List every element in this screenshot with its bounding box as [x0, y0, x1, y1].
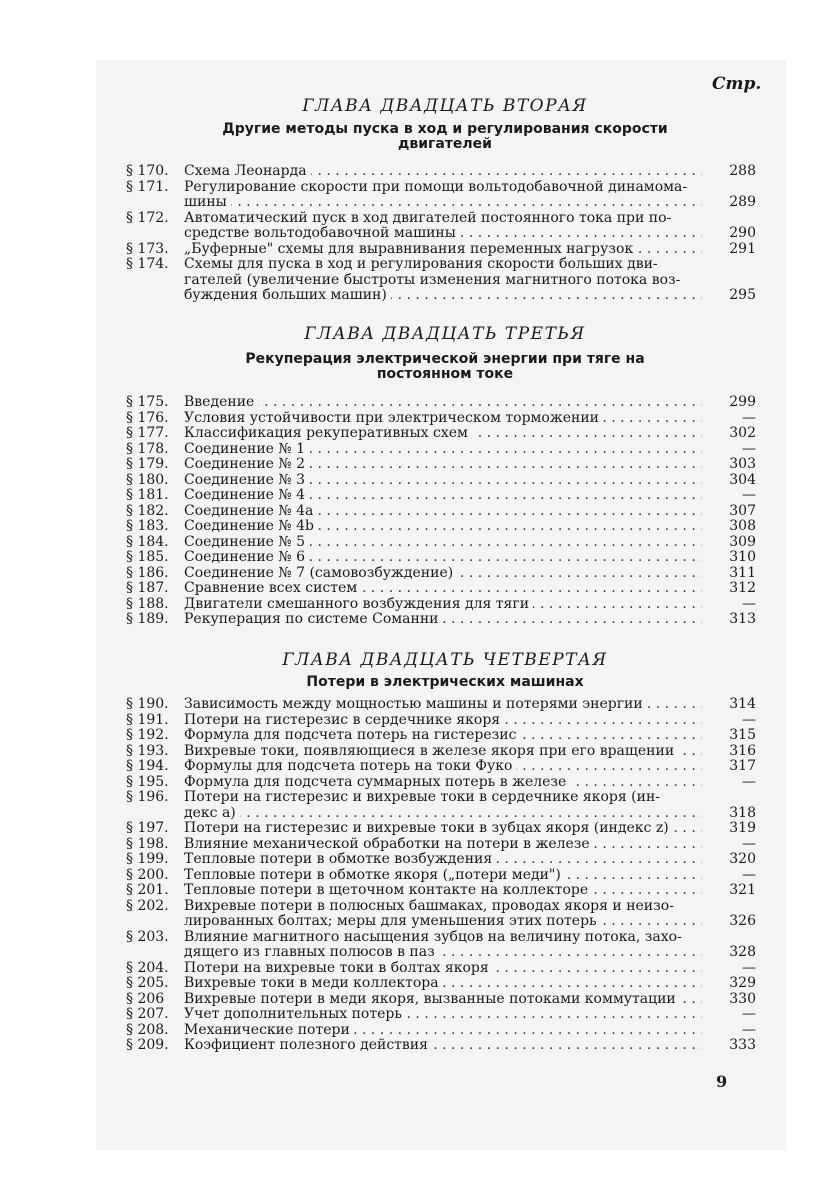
entry-page-number: 310 [729, 549, 756, 565]
entry-title-line: Классификация рекуперативных схем [184, 426, 472, 441]
entry-title-line: Зависимость между мощностью машины и потерями энергии [184, 697, 647, 712]
entry-title-line: Коэфициент полезного действия [184, 1038, 432, 1053]
entry-page-number: 303 [729, 456, 756, 472]
section-number: § 179. [126, 456, 169, 472]
entry-title-line: Соединение № 7 (самовозбуждение) [184, 566, 457, 581]
entry-page-number: 329 [729, 975, 756, 991]
entry-title-line: Соединение № 3 [184, 473, 309, 488]
section-number: § 193. [126, 742, 169, 759]
entry-title-line: Вихревые потери в полюсных башмаках, проводах якоря и неизо- [184, 898, 674, 914]
toc-entry[interactable] [126, 426, 756, 442]
chapter-title: ГЛАВА ДВАДЦАТЬ ТРЕТЬЯ [304, 324, 586, 344]
entry-title-line: Вихревые потери в меди якоря, вызванные потоками коммутации [184, 992, 680, 1007]
entry-title-line: Рекуперация по системе Соманни [184, 612, 442, 627]
entry-title-line: Введение [184, 395, 258, 410]
entry-title-line: Потери на гистерезис в сердечнике якоря [184, 713, 504, 728]
entry-title-line: Вихревые токи, появляющиеся в железе якоря при его вращении [184, 744, 678, 759]
entry-title-line: Влияние механической обработки на потери в железе [184, 837, 594, 852]
page-column-header: Стр. [712, 74, 762, 94]
entry-page-number: 317 [729, 758, 756, 774]
entry-page-number: — [742, 595, 756, 612]
entry-title-line: Тепловые потери в щеточном контакте на коллекторе [184, 883, 592, 898]
entry-page-number: — [742, 711, 756, 728]
toc-entry[interactable] [126, 164, 756, 180]
entry-page-number: 314 [729, 696, 756, 712]
section-number: § 178. [126, 440, 169, 457]
entry-page-number: — [742, 773, 756, 790]
entry-title-line: Вихревые токи в меди коллектора [184, 976, 443, 991]
toc-entry[interactable] [126, 713, 756, 729]
toc-entry[interactable] [126, 535, 756, 551]
section-number: § 201. [126, 882, 169, 898]
section-number: § 177. [126, 425, 169, 441]
toc-entry[interactable] [126, 581, 756, 597]
chapter-subtitle [130, 122, 760, 152]
section-number: § 209. [126, 1037, 169, 1053]
entry-page-number: 291 [729, 240, 756, 257]
toc-entry[interactable] [126, 1007, 756, 1023]
toc-entry[interactable] [126, 790, 756, 821]
section-number: § 198. [126, 835, 169, 852]
toc-entry[interactable] [126, 1023, 756, 1039]
entry-title-line: буждения больших машин) [184, 288, 391, 303]
entry-title-line: Соединение № 4a [184, 504, 317, 519]
toc-entry[interactable] [126, 504, 756, 520]
section-number: § 196. [126, 789, 169, 805]
section-number: § 192. [126, 727, 169, 743]
entry-page-number: — [742, 440, 756, 457]
toc-entry[interactable] [126, 457, 756, 473]
section-number: § 172. [126, 209, 169, 226]
toc-entry[interactable] [126, 961, 756, 977]
toc-entry[interactable] [126, 697, 756, 713]
toc-entry[interactable] [126, 821, 756, 837]
entry-page-number: 311 [729, 564, 756, 581]
entry-page-number: 308 [729, 518, 756, 534]
entry-page-number: 326 [729, 913, 756, 929]
entry-title-line: Соединение № 6 [184, 550, 309, 565]
toc-entry[interactable] [126, 242, 756, 258]
entry-title-line: Соединение № 1 [184, 442, 309, 457]
entry-title-line: Тепловые потери в обмотке якоря („потери меди") [184, 868, 565, 883]
toc-entry[interactable] [126, 1038, 756, 1054]
toc-entry[interactable] [126, 550, 756, 566]
entry-page-number: 299 [729, 394, 756, 410]
section-number: § 188. [126, 595, 169, 612]
entry-page-number: 309 [729, 533, 756, 550]
section-number: § 175. [126, 394, 169, 410]
entry-title-line: Схема Леонарда [184, 164, 311, 179]
entry-page-number: — [742, 959, 756, 976]
toc-entry[interactable] [126, 744, 756, 760]
section-number: § 195. [126, 773, 169, 790]
toc-entry[interactable] [126, 612, 756, 628]
chapter-subtitle [130, 352, 760, 382]
toc-entry[interactable] [126, 488, 756, 504]
entry-page-number: — [742, 866, 756, 883]
entry-title-line: Условия устойчивости при электрическом торможении [184, 411, 603, 426]
entry-page-number: 330 [729, 990, 756, 1007]
entry-title-line: Регулирование скорости при помощи вольтодобавочной динамома- [184, 179, 688, 195]
section-number: § 206 [126, 990, 165, 1007]
entry-title-line: Механические потери [184, 1023, 354, 1038]
section-number: § 186. [126, 564, 169, 581]
entry-title-line: Тепловые потери в обмотке возбуждения [184, 852, 496, 867]
entry-page-number: 304 [729, 471, 756, 488]
entry-title-line: гателей (увеличение быстроты изменения магнитного потока воз- [184, 272, 681, 288]
entry-title-line: Учет дополнительных потерь [184, 1007, 406, 1022]
section-number: § 197. [126, 820, 169, 836]
section-number: § 173. [126, 240, 169, 257]
entry-title-line: Соединение № 2 [184, 457, 309, 472]
section-number: § 185. [126, 549, 169, 565]
entry-title-line: дящего из главных полюсов в паз [184, 945, 439, 960]
section-number: § 181. [126, 487, 169, 503]
entry-title-line: Потери на вихревые токи в болтах якоря [184, 961, 493, 976]
toc-entry[interactable] [126, 257, 756, 304]
entry-page-number: 307 [729, 502, 756, 519]
entry-page-number: 290 [729, 225, 756, 241]
toc-entry[interactable] [126, 473, 756, 489]
entry-page-number: 318 [729, 804, 756, 821]
entry-title-line: Соединение № 5 [184, 535, 309, 550]
section-number: § 176. [126, 409, 169, 426]
chapter-subtitle [130, 675, 760, 690]
section-number: § 207. [126, 1006, 169, 1022]
section-number: § 187. [126, 580, 169, 596]
chapter-title: ГЛАВА ДВАДЦАТЬ ВТОРАЯ [302, 96, 588, 116]
toc-entry-list [126, 395, 756, 628]
toc-entry[interactable] [126, 976, 756, 992]
toc-entry[interactable] [126, 411, 756, 427]
toc-entry[interactable] [126, 868, 756, 884]
toc-entry[interactable] [126, 566, 756, 582]
toc-entry[interactable] [126, 759, 756, 775]
entry-title-line: Схемы для пуска в ход и регулирования скорости больших дви- [184, 257, 658, 272]
entry-page-number: 288 [729, 163, 756, 179]
entry-page-number: 289 [729, 194, 756, 210]
toc-entry[interactable] [126, 519, 756, 535]
entry-page-number: 319 [729, 820, 756, 836]
toc-entry[interactable] [126, 775, 756, 791]
entry-title-line: Формула для подсчета суммарных потерь в железе [184, 775, 570, 790]
section-number: § 182. [126, 502, 169, 519]
section-number: § 171. [126, 178, 169, 195]
toc-entry-list [126, 697, 756, 1054]
entry-title-line: Сравнение всех систем [184, 581, 361, 596]
section-number: § 170. [126, 163, 169, 179]
entry-title-line: средстве вольтодобавочной машины [184, 226, 460, 241]
entry-title-line: Формула для подсчета потерь на гистерезис [184, 728, 520, 743]
entry-page-number: 302 [729, 425, 756, 441]
toc-entry[interactable] [126, 597, 756, 613]
section-number: § 183. [126, 518, 169, 534]
chapter-subtitle-line: Потери в электрических машинах [306, 674, 584, 690]
section-number: § 180. [126, 471, 169, 488]
section-number: § 184. [126, 533, 169, 550]
section-number: § 202. [126, 897, 169, 914]
entry-page-number: 315 [729, 727, 756, 743]
entry-page-number: — [742, 1006, 756, 1022]
chapter-subtitle-line: постоянном токе [376, 366, 514, 382]
section-number: § 200. [126, 866, 169, 883]
entry-title-line: Соединение № 4b [184, 519, 318, 534]
section-number: § 189. [126, 611, 169, 627]
entry-page-number: 328 [729, 944, 756, 960]
entry-title-line: Соединение № 4 [184, 488, 309, 503]
entry-page-number: 333 [729, 1037, 756, 1053]
entry-page-number: 320 [729, 851, 756, 867]
toc-entry[interactable] [126, 852, 756, 868]
chapter-title: ГЛАВА ДВАДЦАТЬ ЧЕТВЕРТАЯ [282, 650, 608, 670]
entry-title-line: Автоматический пуск в ход двигателей постоянного тока при по- [184, 210, 672, 226]
entry-title-line: Потери на гистерезис и вихревые токи в зубцах якоря (индекс z) [184, 821, 673, 836]
entry-title-line: Двигатели смешанного возбуждения для тяги [184, 597, 533, 612]
entry-page-number: 316 [729, 742, 756, 759]
chapter-subtitle-line: Другие методы пуска в ход и регулирования скорости [222, 121, 668, 137]
entry-title-line: Формулы для подсчета потерь на токи Фуко [184, 759, 516, 774]
toc-entry[interactable] [126, 442, 756, 458]
section-number: § 199. [126, 851, 169, 867]
section-number: § 208. [126, 1021, 169, 1038]
toc-entry[interactable] [126, 899, 756, 930]
entry-title-line: декс a) [184, 806, 240, 821]
section-number: § 194. [126, 758, 169, 774]
chapter-subtitle-line: двигателей [398, 136, 492, 152]
chapter-subtitle-line: Рекуперация электрической энергии при тяге на [245, 351, 645, 367]
entry-page-number: 312 [729, 580, 756, 596]
entry-page-number: 295 [729, 287, 756, 303]
section-number: § 190. [126, 696, 169, 712]
toc-entry[interactable] [126, 883, 756, 899]
entry-title-line: шины [184, 195, 231, 210]
entry-title-line: лированных болтах; меры для уменьшения этих потерь [184, 914, 601, 929]
entry-title-line: Влияние магнитного насыщения зубцов на величину потока, захо- [184, 929, 682, 945]
toc-entry[interactable] [126, 395, 756, 411]
entry-title-line: „Буферные" схемы для выравнивания переменных нагрузок [184, 242, 637, 257]
entry-page-number: — [742, 409, 756, 426]
toc-entry[interactable] [126, 728, 756, 744]
toc-entry-list [126, 164, 756, 304]
section-number: § 204. [126, 959, 169, 976]
entry-page-number: 321 [729, 882, 756, 898]
page-number: 9 [716, 1072, 728, 1091]
section-number: § 174. [126, 256, 169, 272]
toc-entry[interactable] [126, 180, 756, 211]
entry-page-number: 313 [729, 611, 756, 627]
section-number: § 205. [126, 975, 169, 991]
toc-entry[interactable] [126, 992, 756, 1008]
entry-title-line: Потери на гистерезис и вихревые токи в сердечнике якоря (ин- [184, 790, 661, 805]
toc-entry[interactable] [126, 930, 756, 961]
entry-page-number: — [742, 1021, 756, 1038]
toc-entry[interactable] [126, 837, 756, 853]
section-number: § 191. [126, 711, 169, 728]
toc-entry[interactable] [126, 211, 756, 242]
section-number: § 203. [126, 928, 169, 945]
entry-page-number: — [742, 835, 756, 852]
entry-page-number: — [742, 487, 756, 503]
